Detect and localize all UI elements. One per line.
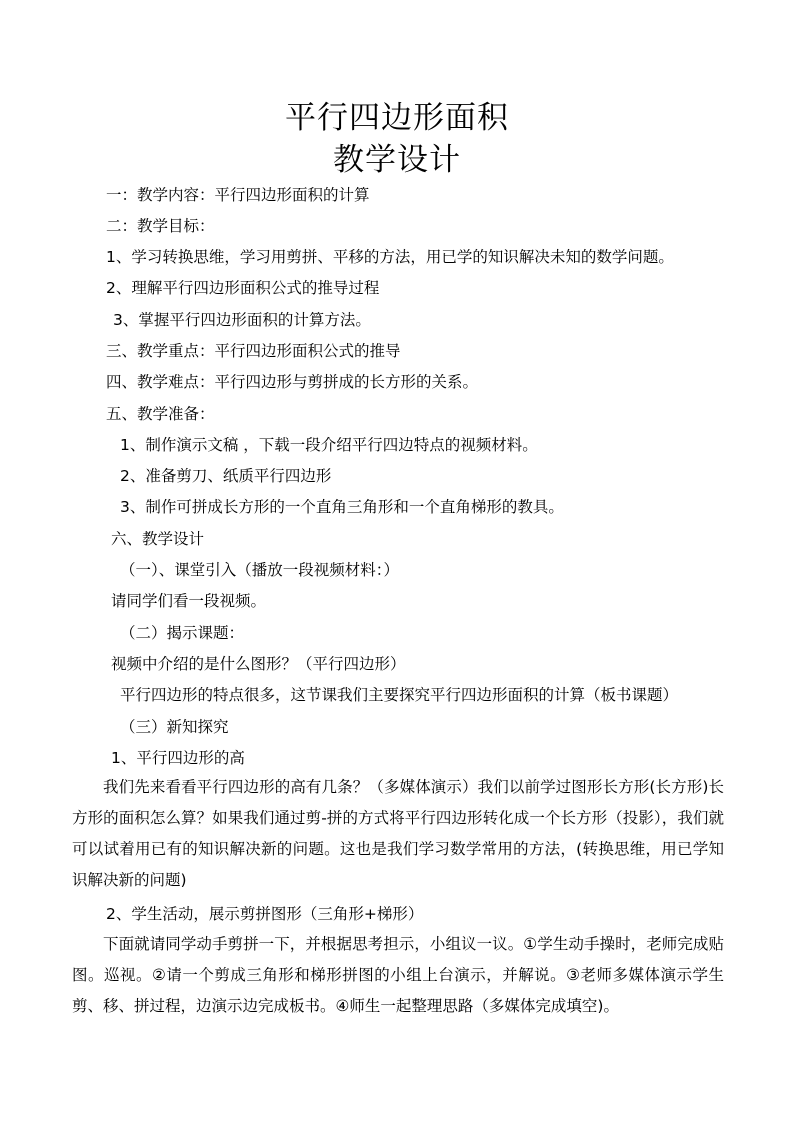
reveal-text: 平行四边形的特点很多，这节课我们主要探究平行四边形面积的计算（板书课题） <box>120 686 679 704</box>
section-teaching-content: 一：教学内容：平行四边形面积的计算 <box>106 186 370 204</box>
section-key-point: 三、教学重点：平行四边形面积公式的推导 <box>106 342 401 360</box>
knowledge-item-2: 2、学生活动，展示剪拼图形（三角形+梯形） <box>106 905 424 923</box>
goal-item-2: 2、理解平行四边形面积公式的推导过程 <box>106 279 380 297</box>
section-teaching-goals: 二：教学目标： <box>106 217 215 235</box>
goal-item-3: 3、掌握平行四边形面积的计算方法。 <box>113 311 371 329</box>
knowledge-item-1: 1、平行四边形的高 <box>111 749 245 767</box>
section-difficulty: 四、教学难点：平行四边形与剪拼成的长方形的关系。 <box>106 373 479 391</box>
goal-item-1: 1、学习转换思维，学习用剪拼、平移的方法，用已学的知识解决未知的数学问题。 <box>106 248 674 266</box>
preparation-item-2: 2、准备剪刀、纸质平行四边形 <box>120 467 332 485</box>
subsection-reveal-topic: （二）揭示课题： <box>120 624 245 642</box>
preparation-item-1: 1、制作演示文稿 ，下载一段介绍平行四边特点的视频材料。 <box>120 436 538 454</box>
subsection-new-knowledge: （三）新知探究 <box>120 718 229 736</box>
paragraph-student-activity: 下面就请同学动手剪拼一下，并根据思考担示，小组议一议。①学生动手操时，老师完成贴图。巡视。②请一个剪成三角形和梯形拼图的小组上台演示，并解说。③老师多媒体演示学生剪、移、拼过程，边演示边完成板书。④师生一起整理思路（多媒体完成填空)。 <box>72 935 724 1015</box>
subsection-intro: （一）、课堂引入（播放一段视频材料：） <box>120 561 400 579</box>
section-teaching-design: 六、教学设计 <box>111 530 205 548</box>
reveal-question: 视频中介绍的是什么图形？（平行四边形） <box>111 655 406 673</box>
document-subtitle: 教学设计 <box>333 142 461 178</box>
paragraph-height-discussion: 我们先来看看平行四边形的高有几条？（多媒体演示）我们以前学过图形长方形(长方形)长方形的面积怎么算？如果我们通过剪-拼的方式将平行四边形转化成一个长方形（投影），我们就可以试着用已有的知识解决新的问题。这也是我们学习数学常用的方法，(转换思维，用已学知识解决新的问题) <box>72 778 724 889</box>
intro-text: 请同学们看一段视频。 <box>111 592 267 610</box>
section-preparation: 五、教学准备： <box>106 405 215 423</box>
preparation-item-3: 3、制作可拼成长方形的一个直角三角形和一个直角梯形的教具。 <box>120 498 564 516</box>
document-title: 平行四边形面积 <box>285 100 509 136</box>
